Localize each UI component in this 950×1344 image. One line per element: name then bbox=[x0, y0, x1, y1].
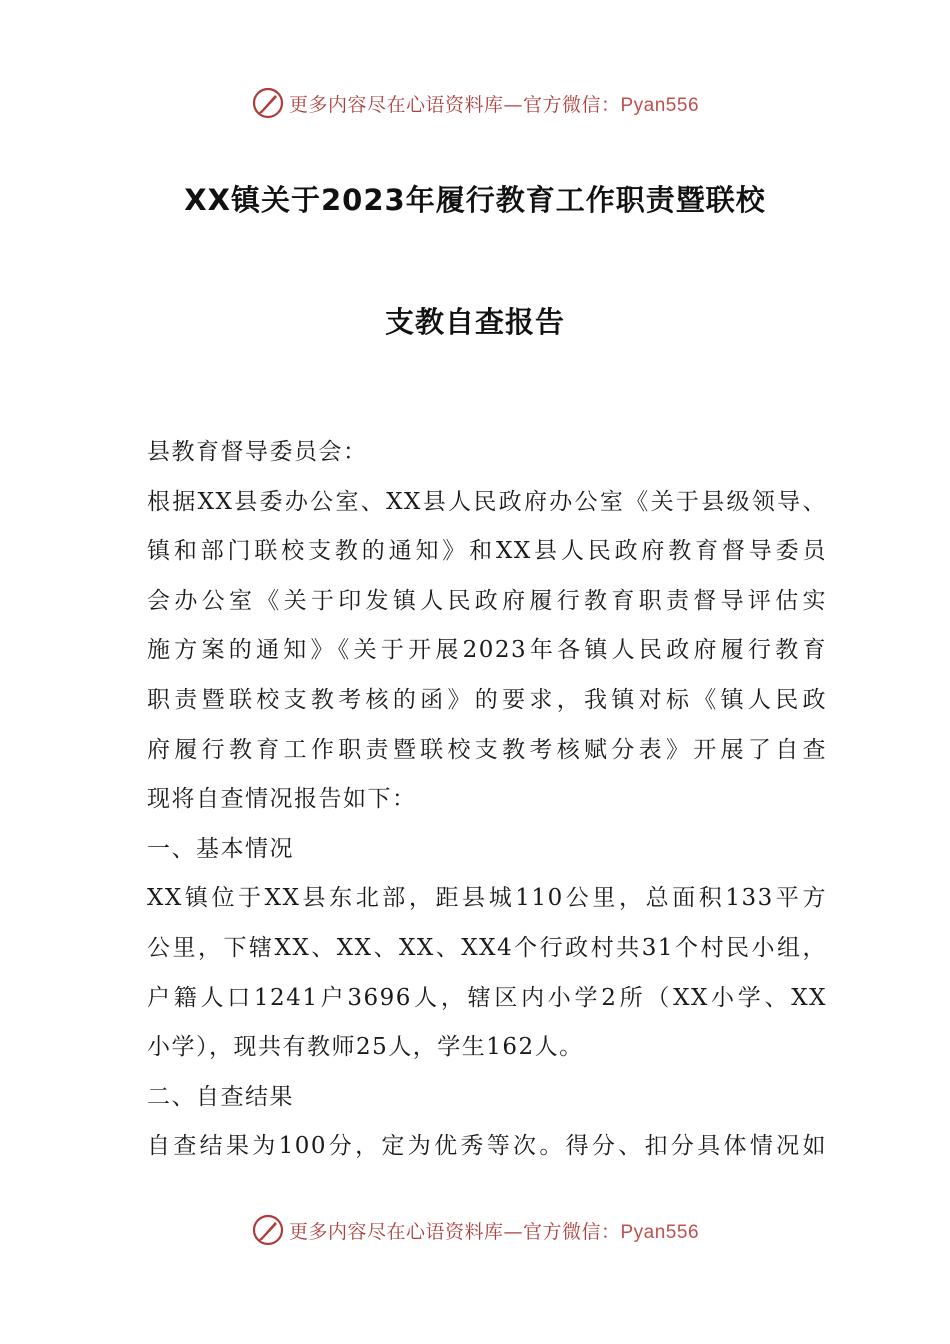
body-line: 小学），现共有教师25人，学生162人。 bbox=[147, 1034, 584, 1061]
body-line: 县教育督导委员会： bbox=[147, 439, 368, 465]
body-line: XX镇位于XX县东北部，距县城110公里，总面积133平方 bbox=[147, 885, 827, 912]
body-line: 自查结果为100分，定为优秀等次。得分、扣分具体情况如 bbox=[147, 1133, 827, 1160]
body-line: 镇和部门联校支教的通知》和XX县人民政府教育督导委员 bbox=[147, 538, 827, 565]
quill-logo-icon bbox=[251, 86, 285, 120]
section-heading: 二、自查结果 bbox=[147, 1083, 294, 1110]
document-body bbox=[147, 428, 827, 1172]
body-line: 职责暨联校支教考核的函》的要求，我镇对标《镇人民政 bbox=[147, 686, 827, 713]
document-title-line1: XX镇关于2023年履行教育工作职责暨联校 bbox=[184, 183, 766, 217]
body-line: 公里，下辖XX、XX、XX、XX4个行政村共31个村民小组， bbox=[147, 934, 827, 961]
watermark-text: 更多内容尽在心语资料库—官方微信： bbox=[288, 1220, 621, 1243]
body-line: 会办公室《关于印发镇人民政府履行教育职责督导评估实 bbox=[147, 587, 827, 614]
watermark-text: 更多内容尽在心语资料库—官方微信： bbox=[288, 93, 621, 116]
section-heading: 一、基本情况 bbox=[147, 835, 294, 862]
quill-logo-icon bbox=[251, 1213, 285, 1247]
watermark-wechat-id: Pyan556 bbox=[620, 1221, 700, 1243]
body-line: 根据XX县委办公室、XX县人民政府办公室《关于县级领导、 bbox=[147, 488, 827, 515]
document-title-line2: 支教自查报告 bbox=[384, 305, 565, 339]
watermark-banner-bottom bbox=[0, 1210, 950, 1250]
watermark-wechat-id: Pyan556 bbox=[620, 94, 700, 116]
watermark-banner-top bbox=[0, 83, 950, 123]
body-line: 户籍人口1241户3696人，辖区内小学2所（XX小学、XX bbox=[147, 984, 827, 1011]
body-line: 现将自查情况报告如下： bbox=[147, 786, 417, 813]
body-line: 施方案的通知》《关于开展2023年各镇人民政府履行教育 bbox=[147, 637, 827, 664]
body-line: 府履行教育工作职责暨联校支教考核赋分表》开展了自查 bbox=[147, 736, 827, 763]
